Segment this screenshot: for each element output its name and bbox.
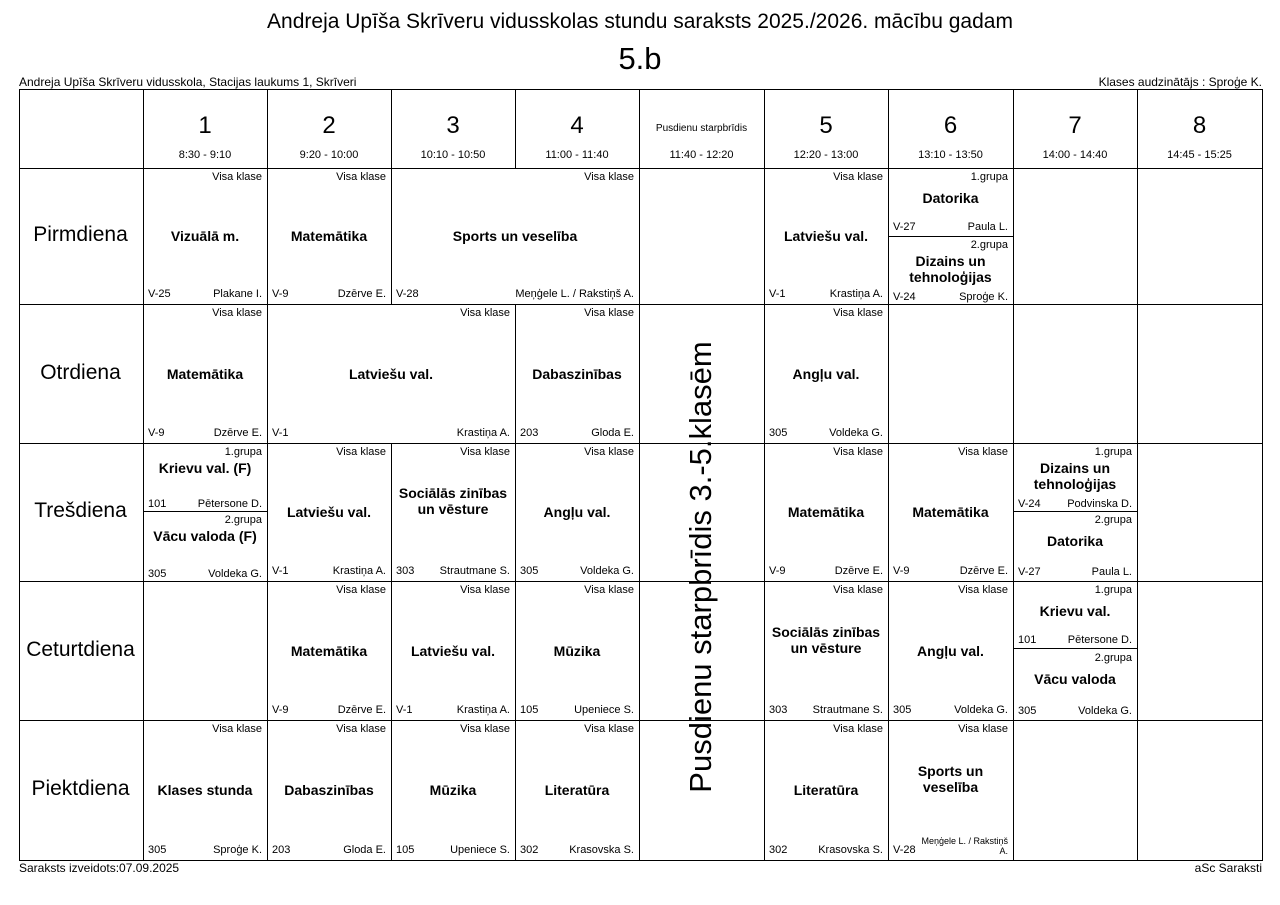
period-number: 6 [943, 112, 958, 139]
lesson-subject: Mūzika [553, 642, 601, 659]
lesson-group: Visa klase [958, 723, 1008, 735]
lesson-room: 303 [769, 704, 788, 716]
day-label: Pirmdiena [33, 223, 128, 246]
lesson-cell[interactable] [267, 443, 391, 581]
lesson-teacher: Paula L. [1091, 566, 1132, 578]
lesson-teacher: Voldeka G. [1078, 705, 1132, 717]
lesson-cell[interactable] [764, 581, 888, 720]
lesson-group: Visa klase [460, 307, 510, 319]
period-time: 14:45 - 15:25 [1167, 149, 1232, 161]
lunch-break-column [639, 168, 764, 860]
lesson-room: 305 [520, 565, 539, 577]
lesson-subject: Datorika [1046, 533, 1104, 549]
grid-line [1137, 168, 1138, 305]
lesson-cell[interactable] [515, 720, 639, 860]
lesson-room: 305 [148, 568, 167, 580]
lesson-group: 2.grupa [1094, 514, 1132, 526]
lesson-subject: Dabaszinības [284, 782, 374, 798]
lesson-group: Visa klase [833, 307, 883, 319]
lunch-break-text: Pusdienu starpbrīdis 3.-5.klasēm [683, 341, 718, 793]
lesson-subject: Matemātika [787, 504, 865, 520]
lesson-teacher: Krasovska S. [569, 844, 634, 856]
period-header [1137, 89, 1262, 168]
lesson-cell[interactable] [143, 168, 267, 304]
grid-line [1013, 304, 1014, 444]
lesson-cell[interactable] [143, 511, 267, 581]
lesson-group: Visa klase [584, 723, 634, 735]
lesson-room: V-28 [396, 288, 419, 300]
lesson-teacher: Voldeka G. [954, 704, 1008, 716]
grid-line [19, 860, 1263, 861]
lunch-header [639, 89, 764, 168]
lesson-teacher: Dzērve E. [213, 427, 262, 439]
grid-line [1137, 304, 1138, 444]
lesson-group: Visa klase [584, 171, 634, 183]
lesson-cell[interactable] [764, 168, 888, 304]
lesson-group: Visa klase [460, 723, 510, 735]
lesson-group: Visa klase [833, 584, 883, 596]
lesson-subject: Matemātika [290, 228, 368, 244]
grid-line [1262, 89, 1263, 861]
lesson-subject: Datorika [922, 190, 979, 206]
lesson-room: V-9 [272, 704, 289, 716]
lesson-subject: Latviešu val. [783, 228, 869, 244]
lesson-room: V-9 [769, 565, 786, 577]
period-number: 4 [570, 112, 584, 139]
lesson-room: V-9 [893, 565, 910, 577]
grid-line [888, 304, 889, 444]
lesson-room: 101 [1018, 634, 1037, 646]
lesson-subject: Literatūra [793, 782, 859, 798]
lesson-group: Visa klase [212, 307, 262, 319]
lesson-cell[interactable] [515, 581, 639, 720]
lesson-cell[interactable] [1013, 511, 1137, 581]
lesson-group: Visa klase [460, 584, 510, 596]
lesson-cell[interactable] [515, 443, 639, 581]
lesson-room: 203 [520, 427, 539, 439]
lesson-room: V-1 [769, 288, 786, 300]
lesson-cell[interactable] [267, 168, 391, 304]
period-number: 5 [819, 112, 833, 139]
lesson-group: Visa klase [958, 584, 1008, 596]
lesson-cell[interactable] [764, 304, 888, 443]
lesson-subject: Matemātika [912, 504, 989, 520]
page-title: Andreja Upīša Skrīveru vidusskolas stundu saraksts 2025./2026. mācību gadam [267, 10, 1013, 33]
lesson-room: V-28 [893, 844, 916, 856]
lesson-subject: Latviešu val. [286, 504, 372, 520]
lesson-subject: Sociālās zinības un vēsture [771, 623, 881, 656]
lesson-teacher: Meņģele L. / Rakstiņš A. [921, 836, 1008, 856]
lesson-subject: Vācu valoda (F) [153, 528, 257, 544]
lesson-group: Visa klase [584, 307, 634, 319]
lesson-group: 2.grupa [970, 239, 1008, 251]
class-teacher: Klases audzinātājs : Sproģe K. [1098, 75, 1262, 89]
lesson-teacher: Pētersone D. [197, 498, 262, 510]
lesson-room: V-24 [1018, 498, 1041, 510]
lesson-group: Visa klase [212, 171, 262, 183]
lesson-group: Visa klase [584, 584, 634, 596]
period-header [764, 89, 888, 168]
period-time: 13:10 - 13:50 [918, 149, 983, 161]
lesson-room: 303 [396, 565, 415, 577]
lesson-teacher: Upeniece S. [574, 704, 634, 716]
lesson-room: 105 [520, 704, 539, 716]
period-number: 2 [322, 112, 336, 139]
day-label: Trešdiena [34, 499, 127, 522]
lesson-teacher: Krastiņa A. [456, 427, 510, 439]
lesson-cell[interactable] [391, 720, 515, 860]
period-header [515, 89, 639, 168]
period-time: 10:10 - 10:50 [420, 149, 486, 161]
lesson-cell[interactable] [391, 443, 515, 581]
lesson-cell[interactable] [888, 236, 1013, 304]
lesson-cell[interactable] [143, 304, 267, 443]
period-header [1013, 89, 1137, 168]
lesson-cell[interactable] [391, 581, 515, 720]
lesson-cell[interactable] [888, 581, 1013, 720]
lesson-room: V-1 [272, 565, 289, 577]
lesson-cell[interactable] [888, 168, 1013, 236]
lesson-room: 302 [769, 844, 788, 856]
lesson-group: Visa klase [212, 723, 262, 735]
lesson-room: 302 [520, 844, 539, 856]
period-number: 8 [1192, 112, 1207, 139]
lesson-group: 1.grupa [1094, 584, 1132, 596]
lesson-cell[interactable] [764, 443, 888, 581]
lesson-cell[interactable] [1013, 581, 1137, 649]
day-label: Otrdiena [40, 360, 121, 384]
lesson-subject: Mūzika [429, 782, 477, 798]
lunch-header-time: 11:40 - 12:20 [669, 149, 734, 161]
grid-line [1137, 720, 1138, 861]
lesson-room: 305 [893, 704, 912, 716]
lesson-subject: Vācu valoda [1034, 671, 1116, 687]
timetable-grid [19, 89, 1262, 860]
lesson-room: V-25 [148, 288, 171, 300]
lesson-room: V-9 [272, 288, 289, 300]
lesson-teacher: Dzērve E. [337, 704, 386, 716]
lesson-teacher: Krastiņa A. [332, 565, 386, 577]
period-time: 11:00 - 11:40 [545, 149, 609, 161]
lesson-teacher: Dzērve E. [834, 565, 883, 577]
period-header [391, 89, 515, 168]
lesson-room: 105 [396, 844, 415, 856]
lesson-cell[interactable] [267, 304, 515, 443]
period-number: 3 [446, 112, 460, 139]
lesson-room: 203 [272, 844, 291, 856]
grid-line [1137, 581, 1138, 721]
grid-line [1013, 720, 1014, 861]
lesson-teacher: Meņģele L. / Rakstiņš A. [515, 288, 634, 300]
lesson-subject: Matemātika [290, 642, 368, 659]
lesson-group: 2.grupa [1094, 652, 1132, 664]
lesson-room: V-27 [893, 221, 916, 233]
lesson-teacher: Upeniece S. [450, 844, 510, 856]
lesson-cell[interactable] [888, 720, 1013, 860]
lesson-teacher: Krastiņa A. [456, 704, 510, 716]
lesson-cell[interactable] [143, 720, 267, 860]
lesson-subject: Krievu val. [1039, 603, 1111, 619]
brand-label: aSc Saraksti [1194, 861, 1262, 875]
lesson-subject: Matemātika [166, 365, 244, 382]
lesson-room: V-1 [396, 704, 413, 716]
lesson-subject: Dizains un tehnoloģijas [909, 253, 992, 285]
lesson-teacher: Gloda E. [343, 844, 386, 856]
lesson-group: Visa klase [460, 446, 510, 458]
lesson-subject: Krievu val. (F) [158, 460, 252, 476]
lesson-room: V-1 [272, 427, 289, 439]
lesson-group: 1.grupa [224, 446, 262, 458]
lesson-room: 305 [1018, 705, 1037, 717]
period-time: 12:20 - 13:00 [793, 149, 859, 161]
lesson-cell[interactable] [267, 581, 391, 720]
day-label: Piektdiena [31, 777, 130, 800]
lesson-teacher: Strautmane S. [812, 704, 883, 716]
lesson-cell[interactable] [1013, 649, 1137, 720]
lesson-teacher: Dzērve E. [337, 288, 386, 300]
lesson-teacher: Krastiņa A. [829, 288, 883, 300]
lesson-teacher: Sproģe K. [213, 844, 262, 856]
lesson-teacher: Voldeka G. [580, 565, 634, 577]
day-label: Ceturtdiena [26, 637, 135, 661]
lesson-teacher: Voldeka G. [208, 568, 262, 580]
lesson-room: V-9 [148, 427, 165, 439]
lesson-teacher: Gloda E. [591, 427, 634, 439]
lesson-subject: Angļu val. [917, 642, 984, 659]
lesson-teacher: Dzērve E. [959, 565, 1008, 577]
lesson-group: Visa klase [833, 446, 883, 458]
lesson-subject: Sports un veselība [452, 228, 578, 244]
period-header [143, 89, 267, 168]
lesson-cell[interactable] [267, 720, 391, 860]
lesson-cell[interactable] [764, 720, 888, 860]
lesson-room: 101 [148, 498, 167, 510]
lesson-teacher: Plakane I. [213, 288, 262, 300]
lesson-subject: Angļu val. [543, 504, 611, 520]
lesson-teacher: Pētersone D. [1067, 634, 1132, 646]
lesson-teacher: Strautmane S. [439, 565, 510, 577]
period-number: 7 [1068, 112, 1082, 139]
lesson-group: Visa klase [336, 171, 386, 183]
lesson-cell[interactable] [143, 443, 267, 511]
lesson-teacher: Podvinska D. [1067, 498, 1132, 510]
lesson-room: 305 [148, 844, 167, 856]
period-time: 14:00 - 14:40 [1042, 149, 1108, 161]
grid-line [19, 89, 20, 861]
lesson-teacher: Voldeka G. [829, 427, 883, 439]
lesson-subject: Dizains un tehnoloģijas [1033, 460, 1117, 492]
lesson-room: V-27 [1018, 566, 1041, 578]
period-time: 9:20 - 10:00 [299, 149, 359, 161]
lesson-teacher: Paula L. [967, 221, 1008, 233]
lesson-subject: Latviešu val. [348, 365, 434, 382]
lesson-group: Visa klase [833, 171, 883, 183]
lesson-subject: Sports un veselība [917, 763, 984, 795]
lunch-header-label: Pusdienu starpbrīdis [655, 123, 748, 134]
lesson-subject: Angļu val. [792, 365, 860, 382]
grid-line [1137, 443, 1138, 582]
lesson-subject: Vizuālā m. [170, 228, 240, 244]
lesson-group: Visa klase [958, 446, 1008, 458]
lesson-subject: Literatūra [544, 782, 610, 798]
lesson-room: 305 [769, 427, 788, 439]
lesson-subject: Latviešu val. [410, 642, 496, 659]
lesson-cell[interactable] [888, 443, 1013, 581]
school-info: Andreja Upīša Skrīveru vidusskola, Stacijas laukums 1, Skrīveri [19, 75, 357, 89]
class-name: 5.b [618, 41, 662, 76]
lesson-cell[interactable] [515, 304, 639, 443]
lesson-teacher: Krasovska S. [818, 844, 883, 856]
lesson-cell[interactable] [1013, 443, 1137, 511]
lesson-group: 1.grupa [1094, 446, 1132, 458]
lesson-room: V-24 [893, 291, 916, 303]
lesson-teacher: Sproģe K. [959, 291, 1008, 303]
period-time: 8:30 - 9:10 [178, 149, 232, 161]
lesson-subject: Klases stunda [157, 782, 253, 798]
lesson-group: 1.grupa [970, 171, 1008, 183]
lesson-subject: Dabaszinības [532, 365, 622, 382]
lesson-subject: Sociālās zinības un vēsture [398, 485, 508, 517]
lesson-cell[interactable] [391, 168, 639, 304]
lesson-group: Visa klase [336, 584, 386, 596]
period-header [888, 89, 1013, 168]
period-header [267, 89, 391, 168]
lesson-group: Visa klase [336, 723, 386, 735]
lesson-group: Visa klase [833, 723, 883, 735]
period-number: 1 [198, 112, 212, 139]
lesson-group: 2.grupa [224, 514, 262, 526]
lesson-group: Visa klase [336, 446, 386, 458]
lesson-group: Visa klase [584, 446, 634, 458]
created-date: Saraksts izveidots:07.09.2025 [19, 861, 180, 875]
